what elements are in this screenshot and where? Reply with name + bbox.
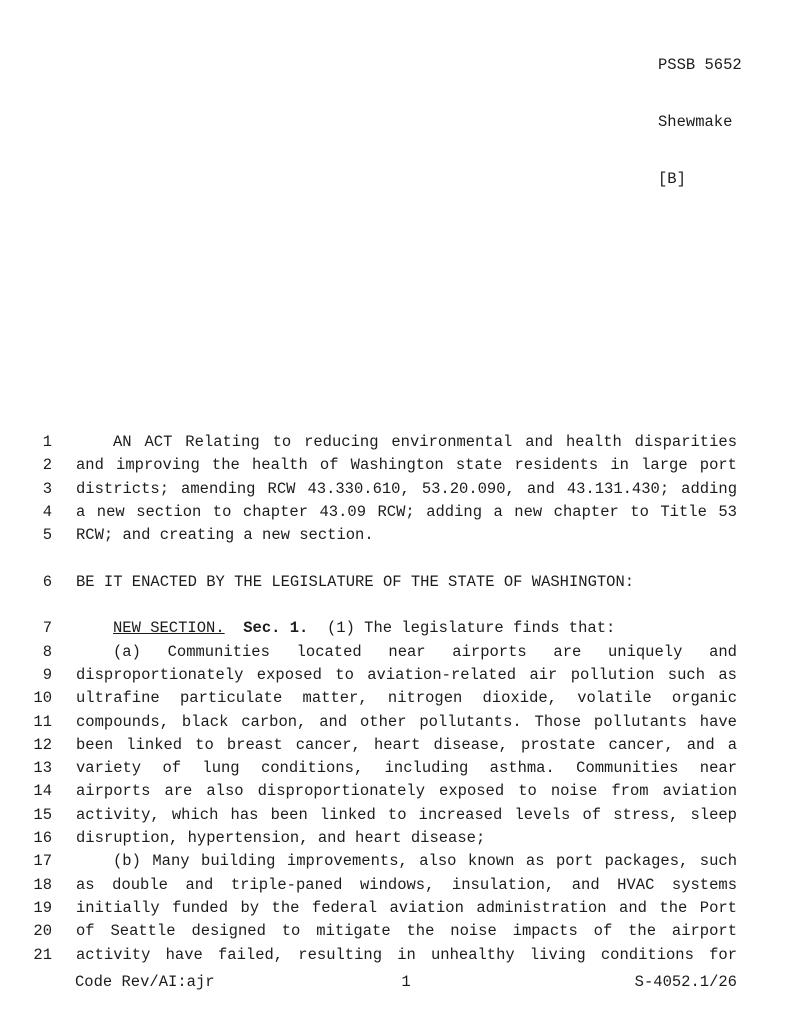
line-text-segment-underline: NEW SECTION. (113, 619, 225, 638)
bill-text-line (0, 780, 791, 803)
bill-text-line (0, 874, 791, 897)
bill-footer (75, 971, 737, 994)
line-number: 17 (33, 852, 52, 871)
line-number: 16 (33, 829, 52, 848)
bill-number: PSSB 5652 (658, 56, 742, 74)
line-text: activity have failed, resulting in unhealthy living conditions for (76, 945, 737, 964)
line-number: 21 (33, 945, 52, 964)
bill-text-line (0, 478, 791, 501)
line-number: 5 (42, 526, 52, 545)
bill-text-line (0, 524, 791, 547)
page-number: 1 (401, 973, 411, 991)
line-text (76, 617, 737, 640)
line-text: (b) Many building improvements, also known as port packages, such (113, 852, 737, 871)
bill-text-line (0, 757, 791, 780)
line-text: of Seattle designed to mitigate the noise impacts of the airport (76, 922, 737, 941)
bill-text-body (0, 431, 791, 967)
line-text: been linked to breast cancer, heart disease, prostate cancer, and a (76, 735, 737, 754)
line-number: 15 (33, 805, 52, 824)
bill-text-line (0, 501, 791, 524)
bill-text-line (0, 734, 791, 757)
bill-text-line (0, 454, 791, 477)
bill-text-line (0, 804, 791, 827)
bill-text-line (0, 897, 791, 920)
bill-header (658, 18, 742, 227)
bill-text-line (0, 664, 791, 687)
draft-number: S-4052.1/26 (634, 973, 737, 991)
line-number: 19 (33, 898, 52, 917)
line-number: 6 (42, 572, 52, 591)
code-reviser-id: Code Rev/AI:ajr (75, 973, 215, 991)
line-text: AN ACT Relating to reducing environmental and health disparities (113, 433, 737, 451)
bill-text-line (0, 711, 791, 734)
line-text: BE IT ENACTED BY THE LEGISLATURE OF THE STATE OF WASHINGTON: (76, 572, 635, 591)
line-number: 20 (33, 922, 52, 941)
line-number: 4 (42, 502, 52, 521)
bill-text-line (0, 617, 791, 640)
line-number: 3 (42, 479, 52, 498)
line-text: initially funded by the federal aviation administration and the Port (76, 898, 737, 917)
line-text: disruption, hypertension, and heart disease; (76, 829, 486, 848)
line-text: and improving the health of Washington state residents in large port (76, 456, 737, 475)
line-number: 14 (33, 782, 52, 801)
line-text: ultrafine particulate matter, nitrogen dioxide, volatile organic (76, 689, 737, 708)
version-tag: [B] (658, 170, 686, 188)
line-number: 7 (42, 619, 52, 638)
line-number: 1 (42, 433, 52, 451)
line-number: 11 (33, 712, 52, 731)
line-text: a new section to chapter 43.09 RCW; adding a new chapter to Title 53 (76, 502, 737, 521)
line-text: variety of lung conditions, including asthma. Communities near (76, 759, 737, 778)
line-text: airports are also disproportionately exposed to noise from aviation (76, 782, 737, 801)
line-text: activity, which has been linked to increased levels of stress, sleep (76, 805, 737, 824)
bill-text-line (0, 850, 791, 873)
bill-text-line (0, 431, 791, 454)
line-number: 9 (42, 665, 52, 684)
line-text-segment-plain: (1) The legislature finds that: (308, 619, 616, 638)
line-text: compounds, black carbon, and other pollutants. Those pollutants have (76, 712, 737, 731)
bill-text-line (0, 920, 791, 943)
line-number: 10 (33, 689, 52, 708)
bill-text-line (0, 827, 791, 850)
line-number: 8 (42, 642, 52, 661)
line-number: 13 (33, 759, 52, 778)
sponsor-name: Shewmake (658, 113, 733, 131)
line-text-segment-bold: Sec. 1. (243, 619, 309, 638)
bill-text-line (0, 944, 791, 967)
line-number: 12 (33, 735, 52, 754)
line-text: as double and triple-paned windows, insulation, and HVAC systems (76, 875, 737, 894)
blank-line-spacer (0, 547, 791, 570)
bill-text-line (0, 687, 791, 710)
line-text-segment-plain (225, 619, 244, 637)
line-number: 2 (42, 456, 52, 475)
line-text: RCW; and creating a new section. (76, 526, 374, 545)
bill-text-line (0, 571, 791, 594)
bill-text-line (0, 641, 791, 664)
line-number: 18 (33, 875, 52, 894)
line-text: districts; amending RCW 43.330.610, 53.20.090, and 43.131.430; adding (76, 479, 737, 498)
line-text: disproportionately exposed to aviation-related air pollution such as (76, 665, 737, 684)
blank-line-spacer (0, 594, 791, 617)
line-text: (a) Communities located near airports are uniquely and (113, 642, 737, 661)
